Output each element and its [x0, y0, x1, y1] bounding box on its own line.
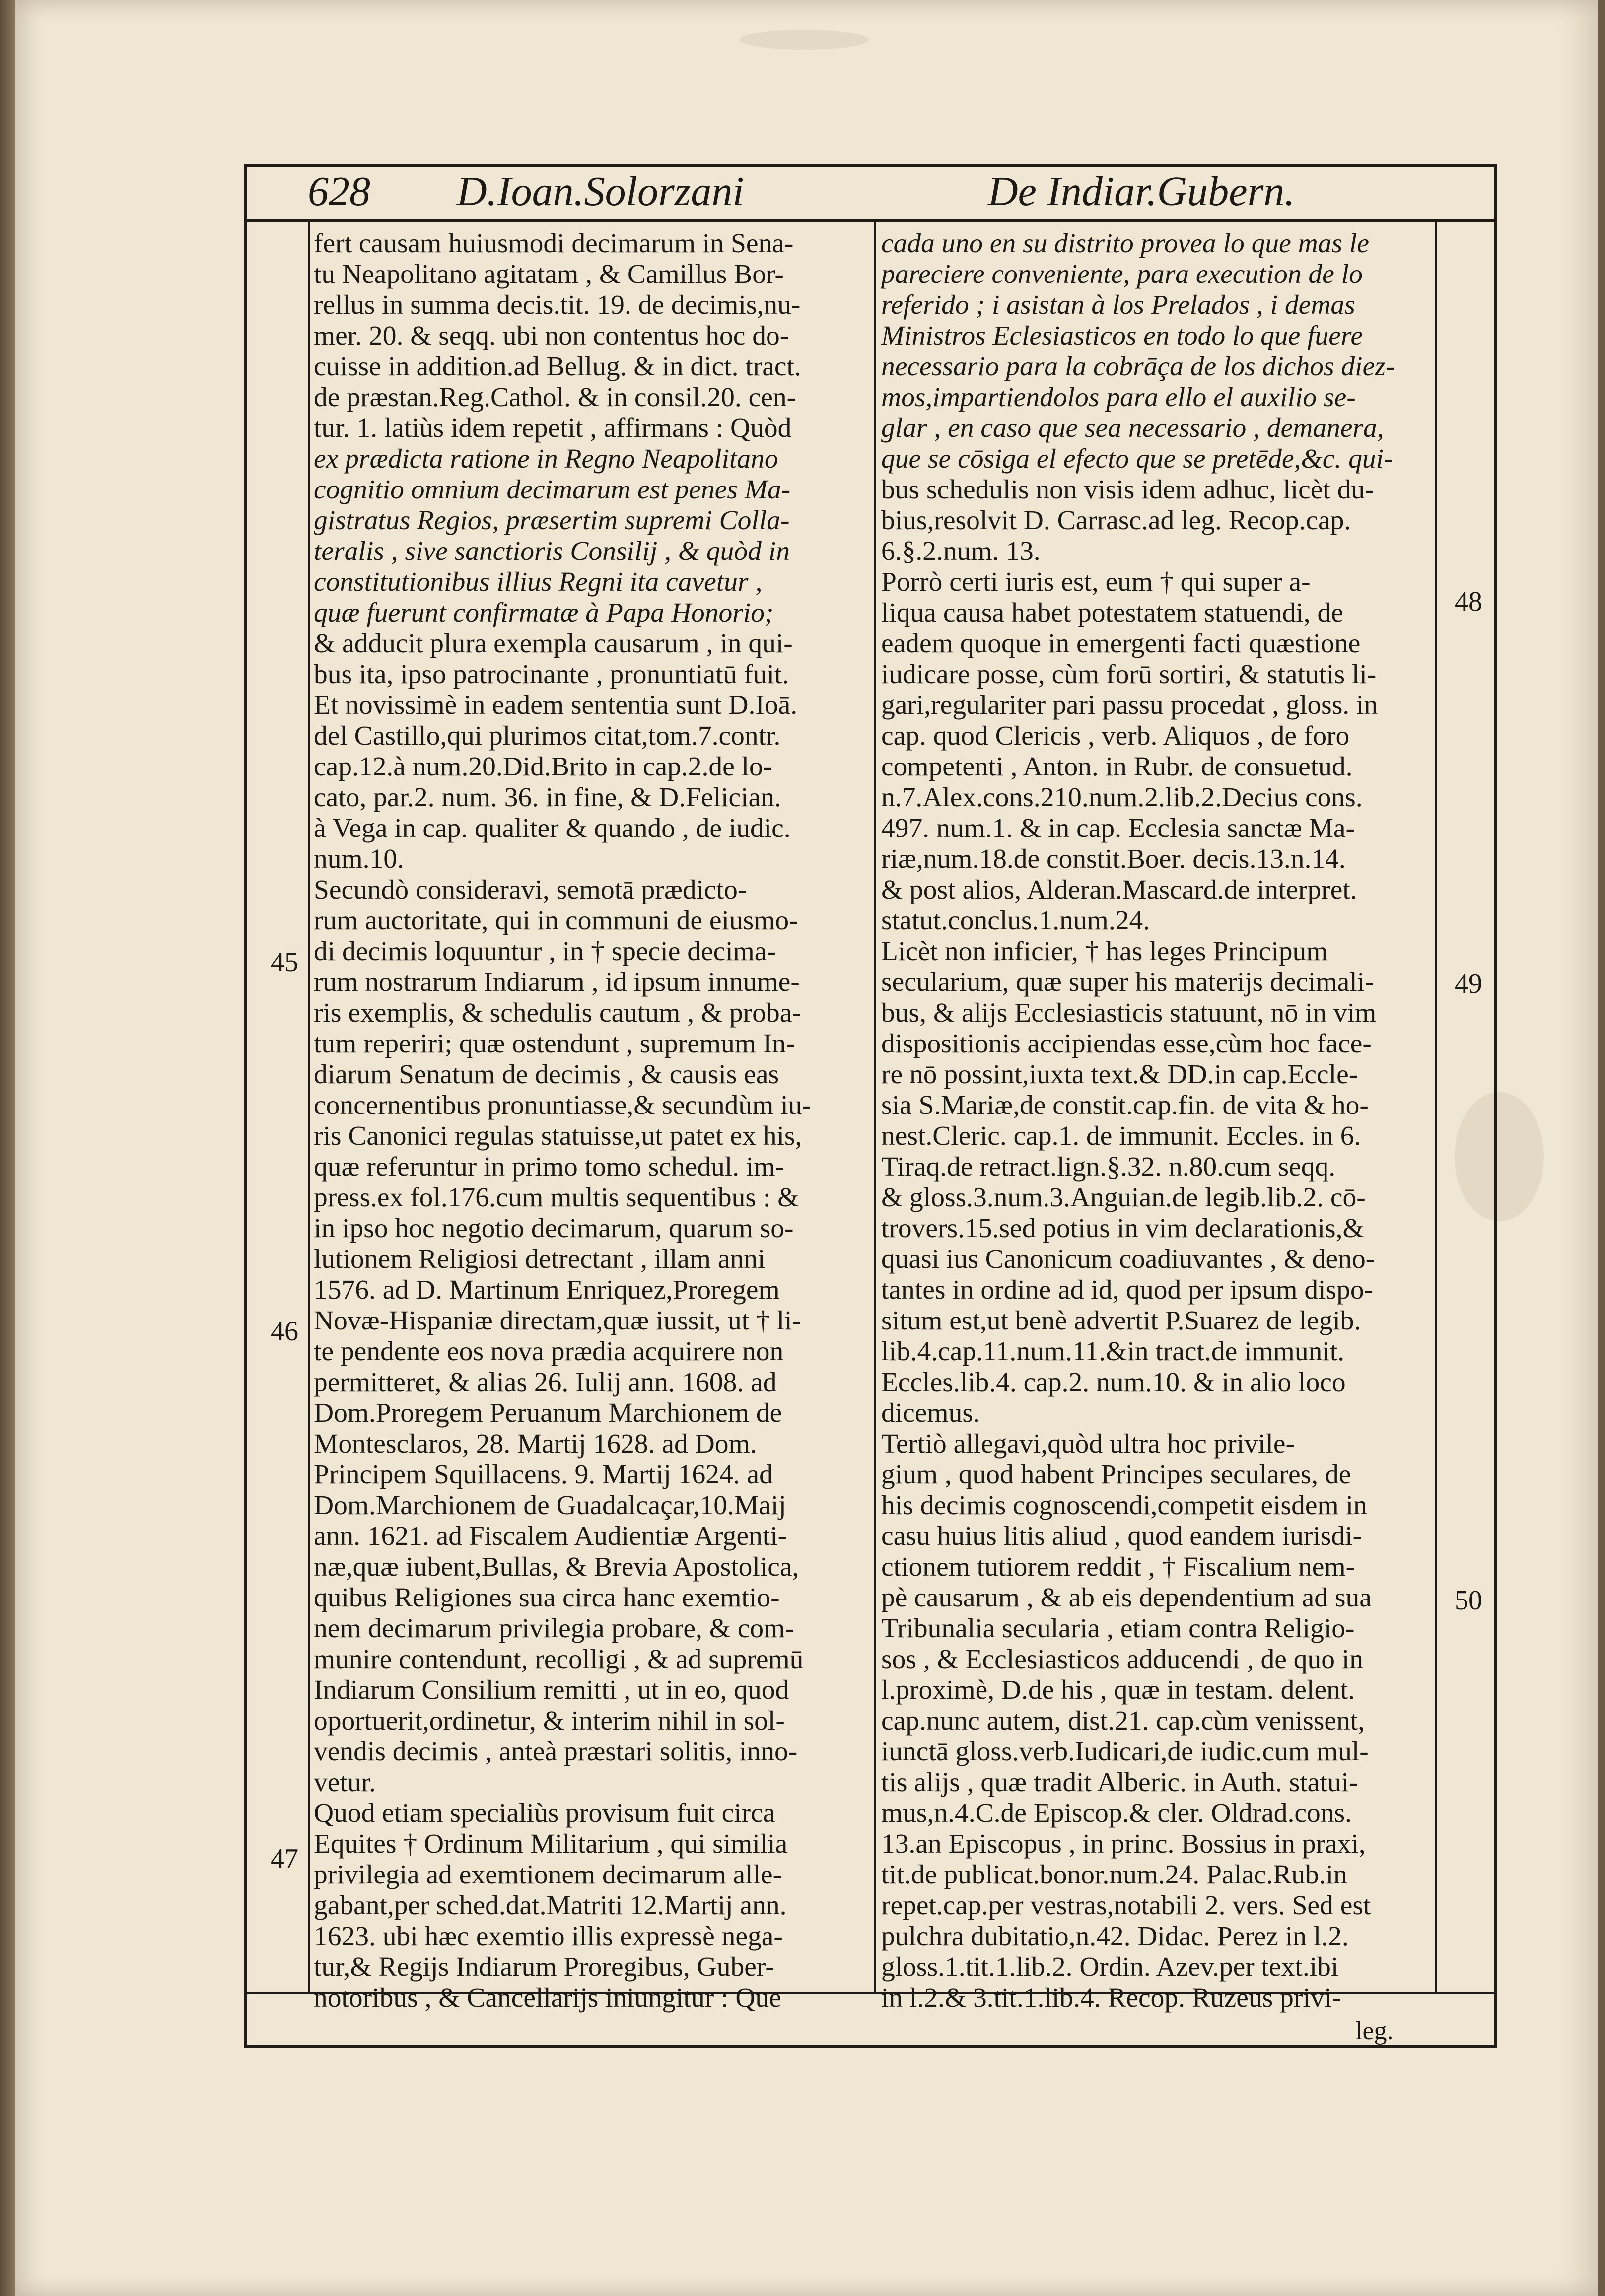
text-line: rellus in summa decis.tit. 19. de decimis,nu-	[314, 290, 801, 320]
text-line: oportuerit,ordinetur, & interim nihil in sol-	[314, 1706, 785, 1736]
text-line: cap.nunc autem, dist.21. cap.cùm venissent,	[881, 1706, 1365, 1736]
text-line: Quod etiam specialiùs provisum fuit circa	[314, 1798, 775, 1828]
text-line: in ipso hoc negotio decimarum, quarum so-	[314, 1213, 794, 1244]
text-line: mos,impartiendolos para ello el auxilio se-	[881, 382, 1356, 413]
text-line: mus,n.4.C.de Episcop.& cler. Oldrad.cons.	[881, 1798, 1352, 1828]
right-text-column	[881, 228, 1437, 2014]
text-line: pè causarum , & ab eis dependentium ad sua	[881, 1583, 1372, 1613]
text-line: competenti , Anton. in Rubr. de consuetud.	[881, 752, 1353, 782]
text-line: lib.4.cap.11.num.11.&in tract.de immunit.	[881, 1336, 1345, 1367]
text-line: gari,regulariter pari passu procedat , gloss. in	[881, 690, 1378, 720]
text-line: concernentibus pronuntiasse,& secundùm iu-	[314, 1090, 811, 1120]
text-line: Dom.Proregem Peruanum Marchionem de	[314, 1398, 782, 1428]
text-line: te pendente eos nova prædia acquirere non	[314, 1336, 784, 1367]
text-line: necessario para la cobrāça de los dichos diez-	[881, 351, 1395, 382]
text-line: situm est,ut benè advertit P.Suarez de legib.	[881, 1306, 1361, 1336]
text-line: nem decimarum privilegia probare, & com-	[314, 1613, 794, 1644]
text-line: que se cōsiga el efecto que se pretēde,&c. qui-	[881, 444, 1393, 474]
text-line: pareciere conveniente, para execution de lo	[881, 259, 1363, 289]
text-line: repet.cap.per vestras,notabili 2. vers. Sed est	[881, 1890, 1371, 1921]
running-author: D.Ioan.Solorzani	[457, 168, 744, 214]
text-line: gabant,per sched.dat.Matriti 12.Martij ann.	[314, 1890, 787, 1921]
text-line: næ,quæ iubent,Bullas, & Brevia Apostolica,	[314, 1552, 799, 1582]
text-line: quæ fuerunt confirmatæ à Papa Honorio;	[314, 598, 774, 628]
text-line: Equites † Ordinum Militarium , qui similia	[314, 1829, 788, 1859]
text-line: sia S.Mariæ,de constit.cap.fin. de vita & ho-	[881, 1090, 1369, 1120]
text-line: & adducit plura exempla causarum , in qui-	[314, 628, 793, 659]
text-line: referido ; i asistan à los Prelados , i demas	[881, 290, 1355, 320]
text-line: num.10.	[314, 844, 404, 874]
text-line: à Vega in cap. qualiter & quando , de iudic.	[314, 813, 791, 843]
text-line: 1576. ad D. Martinum Enriquez,Proregem	[314, 1275, 780, 1305]
text-line: 6.§.2.num. 13.	[881, 536, 1041, 566]
book-gutter	[0, 0, 15, 2296]
text-line: del Castillo,qui plurimos citat,tom.7.contr.	[314, 721, 781, 751]
text-line: nest.Cleric. cap.1. de immunit. Eccles. in 6.	[881, 1121, 1361, 1151]
text-line: Tribunalia secularia , etiam contra Religio-	[881, 1613, 1355, 1644]
margin-number-48: 48	[1455, 586, 1482, 617]
text-line: Ministros Eclesiasticos en todo lo que fuere	[881, 321, 1363, 351]
text-line: cap.12.à num.20.Did.Brito in cap.2.de lo-	[314, 752, 772, 782]
column-divider-left	[308, 219, 310, 1992]
text-line: dispositionis accipiendas esse,cùm hoc face-	[881, 1029, 1372, 1059]
text-line: bus schedulis non visis idem adhuc, licèt du-	[881, 475, 1374, 505]
text-line: bus ita, ipso patrocinante , pronuntiatū fuit.	[314, 659, 789, 690]
text-line: Tiraq.de retract.lign.§.32. n.80.cum seqq.	[881, 1152, 1336, 1182]
text-line: vetur.	[314, 1767, 376, 1798]
text-line: eadem quoque in emergenti facti quæstione	[881, 628, 1361, 659]
text-line: cognitio omnium decimarum est penes Ma-	[314, 475, 791, 505]
text-line: l.proximè, D.de his , quæ in testam. delent.	[881, 1675, 1355, 1705]
text-line: tur. 1. latiùs idem repetit , affirmans : Quòd	[314, 413, 792, 443]
text-line: dicemus.	[881, 1398, 980, 1428]
left-text-column	[314, 228, 870, 2014]
text-line: ris Canonici regulas statuisse,ut patet ex his,	[314, 1121, 802, 1151]
text-line: cap. quod Clericis , verb. Aliquos , de foro	[881, 721, 1350, 751]
text-line: privilegia ad exemtionem decimarum alle-	[314, 1860, 782, 1890]
header-rule	[244, 219, 1497, 222]
margin-number-47: 47	[271, 1843, 298, 1874]
text-line: Novæ-Hispaniæ directam,quæ iussit, ut † li-	[314, 1306, 801, 1336]
text-line: statut.conclus.1.num.24.	[881, 905, 1150, 936]
text-line: di decimis loquuntur , in † specie decima-	[314, 936, 776, 967]
text-line: tantes in ordine ad id, quod per ipsum dispo-	[881, 1275, 1374, 1305]
text-line: munire contendunt, recolligi , & ad supremū	[314, 1644, 804, 1674]
text-line: tur,& Regijs Indiarum Proregibus, Guber-	[314, 1952, 774, 1982]
text-line: quasi ius Canonicum coadiuvantes , & deno-	[881, 1244, 1375, 1274]
text-line: tis alijs , quæ tradit Alberic. in Auth. statui-	[881, 1767, 1358, 1798]
text-line: rum nostrarum Indiarum , id ipsum innume-	[314, 967, 800, 997]
text-line: notoribus , & Cancellarijs iniungitur : Que	[314, 1983, 781, 2013]
page-number: 628	[308, 168, 370, 214]
text-line: quæ referuntur in primo tomo schedul. im-	[314, 1152, 784, 1182]
text-line: Eccles.lib.4. cap.2. num.10. & in alio loco	[881, 1367, 1346, 1397]
text-line: riæ,num.18.de constit.Boer. decis.13.n.14.	[881, 844, 1346, 874]
text-line: cada uno en su distrito provea lo que mas le	[881, 228, 1369, 259]
text-line: sos , & Ecclesiasticos adducendi , de quo in	[881, 1644, 1364, 1674]
text-line: & post alios, Alderan.Mascard.de interpret.	[881, 875, 1357, 905]
text-line: Indiarum Consilium remitti , ut in eo, quod	[314, 1675, 789, 1705]
text-line: constitutionibus illius Regni ita cavetur ,	[314, 567, 763, 597]
text-line: permitteret, & alias 26. Iulij ann. 1608. ad	[314, 1367, 777, 1397]
text-line: vendis decimis , anteà præstari solitis, inno-	[314, 1737, 798, 1767]
text-line: Et novissimè in eadem sententia sunt D.Ioā.	[314, 690, 798, 720]
text-line: Tertiò allegavi,quòd ultra hoc privile-	[881, 1429, 1295, 1459]
margin-number-49: 49	[1455, 969, 1482, 999]
text-line: & gloss.3.num.3.Anguian.de legib.lib.2. cō-	[881, 1183, 1366, 1213]
text-line: casu huius litis aliud , quod eandem iurisdi-	[881, 1521, 1362, 1551]
text-line: re nō possint,iuxta text.& DD.in cap.Eccle-	[881, 1059, 1358, 1090]
text-line: tit.de publicat.bonor.num.24. Palac.Rub.in	[881, 1860, 1347, 1890]
text-line: trovers.15.sed potius in vim declarationis,&	[881, 1213, 1364, 1244]
margin-number-46: 46	[271, 1316, 298, 1347]
text-line: Licèt non inficier, † has leges Principum	[881, 936, 1328, 967]
text-line: fert causam huiusmodi decimarum in Sena-	[314, 228, 794, 259]
text-line: pulchra dubitatio,n.42. Didac. Perez in l.2.	[881, 1921, 1349, 1951]
text-line: quibus Religiones sua circa hanc exemtio-	[314, 1583, 780, 1613]
text-line: mer. 20. & seqq. ubi non contentus hoc do-	[314, 321, 789, 351]
margin-number-50: 50	[1455, 1585, 1482, 1616]
text-line: diarum Senatum de decimis , & causis eas	[314, 1059, 779, 1090]
text-line: bus, & alijs Ecclesiasticis statuunt, nō in vim	[881, 998, 1377, 1028]
text-line: gistratus Regios, præsertim supremi Colla-	[314, 505, 790, 536]
text-line: 497. num.1. & in cap. Ecclesia sanctæ Ma-	[881, 813, 1355, 843]
text-line: Dom.Marchionem de Guadalcaçar,10.Maij	[314, 1490, 786, 1521]
text-line: bius,resolvit D. Carrasc.ad leg. Recop.cap.	[881, 505, 1351, 536]
text-line: in l.2.& 3.tit.1.lib.4. Recop. Ruzeus privi-	[881, 1983, 1341, 2013]
margin-number-45: 45	[271, 947, 298, 977]
text-line: ann. 1621. ad Fiscalem Audientiæ Argenti-	[314, 1521, 787, 1551]
text-line: 1623. ubi hæc exemtio illis expressè nega-	[314, 1921, 783, 1951]
text-line: Principem Squillacens. 9. Martij 1624. ad	[314, 1460, 773, 1490]
text-line: ris exemplis, & schedulis cautum , & proba-	[314, 998, 801, 1028]
text-line: lutionem Religiosi detrectant , illam anni	[314, 1244, 766, 1274]
text-line: tum reperiri; quæ ostendunt , supremum In-	[314, 1029, 795, 1059]
text-line: n.7.Alex.cons.210.num.2.lib.2.Decius cons.	[881, 782, 1363, 813]
running-title: De Indiar.Gubern.	[988, 168, 1295, 214]
text-line: ctionem tutiorem reddit , † Fiscalium nem-	[881, 1552, 1355, 1582]
text-line: rum auctoritate, qui in communi de eiusmo-	[314, 905, 798, 936]
text-line: 13.an Episcopus , in princ. Bossius in praxi,	[881, 1829, 1366, 1859]
text-line: Montesclaros, 28. Martij 1628. ad Dom.	[314, 1429, 757, 1459]
text-line: de præstan.Reg.Cathol. & in consil.20. cen-	[314, 382, 796, 413]
text-line: glar , en caso que sea necessario , demanera,	[881, 413, 1384, 443]
catchword: leg.	[1355, 2017, 1394, 2045]
column-divider-center	[874, 219, 876, 1992]
text-line: press.ex fol.176.cum multis sequentibus : &	[314, 1183, 799, 1213]
text-line: Secundò consideravi, semotā prædicto-	[314, 875, 747, 905]
text-line: teralis , sive sanctioris Consilij , & quòd in	[314, 536, 790, 566]
paper-stain	[740, 30, 869, 50]
text-line: liqua causa habet potestatem statuendi, de	[881, 598, 1343, 628]
text-line: gloss.1.tit.1.lib.2. Ordin. Azev.per text.ibi	[881, 1952, 1339, 1982]
text-line: ex prædicta ratione in Regno Neapolitano	[314, 444, 778, 474]
text-line: iudicare posse, cùm forū sortiri, & statutis li-	[881, 659, 1377, 690]
text-line: secularium, quæ super his materijs decimali-	[881, 967, 1374, 997]
text-line: tu Neapolitano agitatam , & Camillus Bor-	[314, 259, 784, 289]
text-line: cato, par.2. num. 36. in fine, & D.Felician.	[314, 782, 781, 813]
text-line: Porrò certi iuris est, eum † qui super a-	[881, 567, 1311, 597]
text-line: cuisse in addition.ad Bellug. & in dict. tract.	[314, 351, 801, 382]
text-line: gium , quod habent Principes seculares, de	[881, 1460, 1351, 1490]
text-line: his decimis cognoscendi,competit eisdem in	[881, 1490, 1367, 1521]
text-line: iunctā gloss.verb.Iudicari,de iudic.cum mul-	[881, 1737, 1369, 1767]
